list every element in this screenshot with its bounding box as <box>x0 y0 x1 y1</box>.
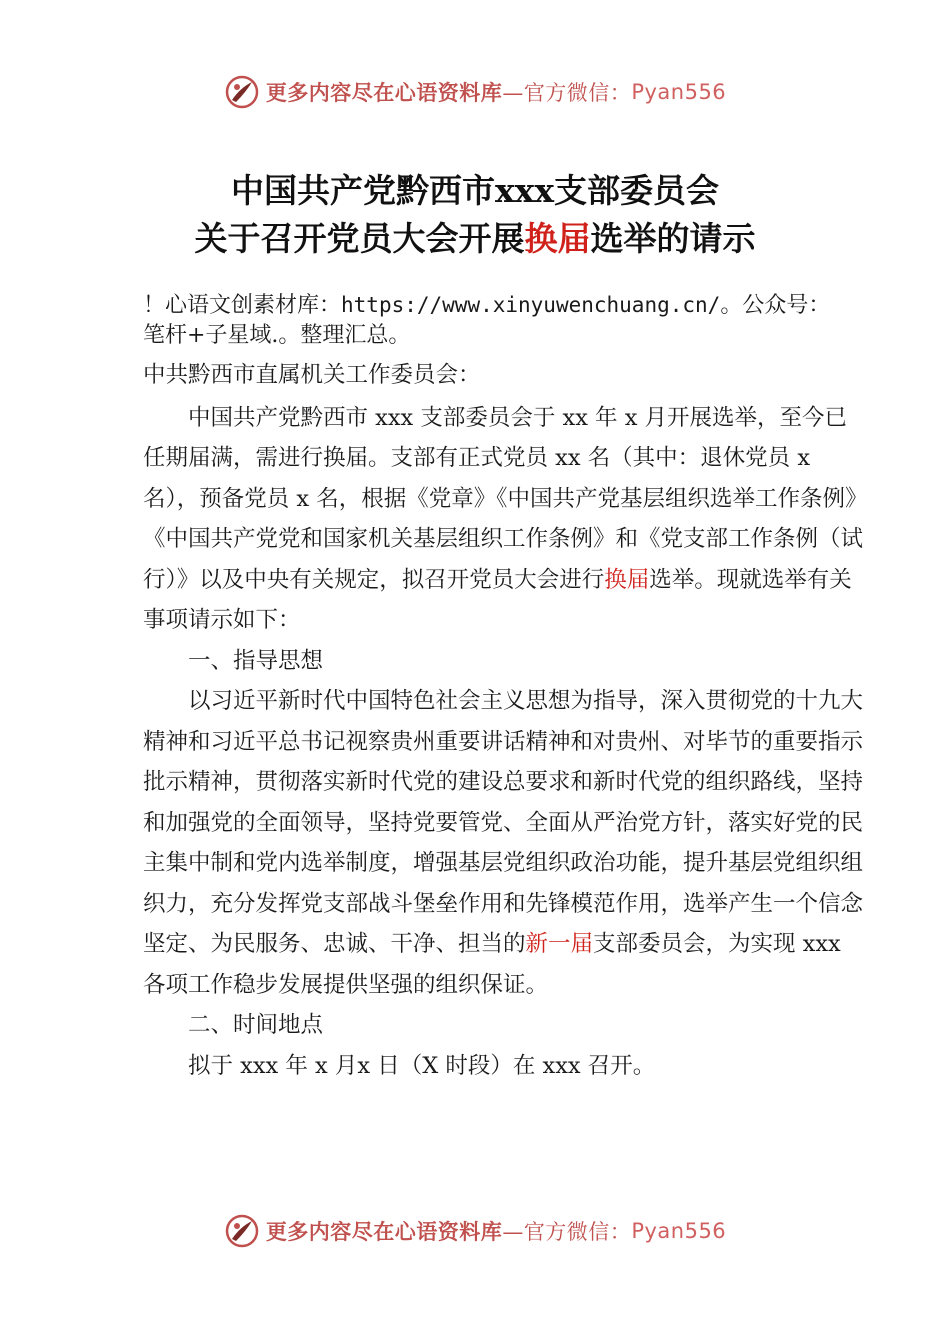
brand-banner-top <box>0 72 950 112</box>
addressee: 中共黔西市直属机关工作委员会： <box>143 362 481 388</box>
brand-text: 更多内容尽在心语资料库 <box>265 81 503 105</box>
paragraph-guiding-thought: 以习近平新时代中国特色社会主义思想为指导，深入贯彻党的十九大精神和习近平总书记视察贵州重要讲话精神和对贵州、对毕节的重要指示批示精神，贯彻落实新时代党的建设总要求和新时代党的组织路线，坚持和加强党的全面领导，坚持党要管党、全面从严治党方针，落实好党的民主集中制和党内选举制度，增强基层党组织政治功能，提升基层党组织组织力，充分发挥党支部战斗堡垒作用和先锋模范作用，选举产生一个信念坚定、为民服务、忠诚、干净、担当的新一届支部委员会，为实现 xxx 各项工作稳步发展提供坚强的组织保证。 <box>143 688 864 998</box>
brand-wechat-id: Pyan556 <box>631 80 727 104</box>
brand-separator: —官方微信： <box>502 81 632 105</box>
document-body <box>143 290 863 1086</box>
brand-banner-bottom <box>0 1211 950 1251</box>
source-note: ！心语文创素材库：https://www.xinyuwenchuang.cn/。公众号： 笔杆+子星域.。整理汇总。 <box>143 293 831 348</box>
brand-text: 更多内容尽在心语资料库 <box>265 1220 503 1244</box>
highlight-new-term: 新一届 <box>525 931 594 957</box>
document-title-line1: 中国共产党黔西市xxx支部委员会 <box>230 171 720 210</box>
source-url: https://www.xinyuwenchuang.cn/ <box>341 293 721 317</box>
paragraph-time-place: 拟于 xxx 年 x 月x 日（X 时段）在 xxx 召开。 <box>188 1052 656 1079</box>
section-heading-2: 二、时间地点 <box>188 1012 324 1038</box>
document-title-line2: 关于召开党员大会开展换届选举的请示 <box>194 219 756 258</box>
paragraph-intro: 中国共产党黔西市 xxx 支部委员会于 xx 年 x 月开展选举，至今已任期届满，需进行换届。支部有正式党员 xx 名（其中：退休党员 x 名），预备党员 x 名，根据《党章》《中国共产党基层组织选举工作条例》《中国共产党党和国家机关基层组织工作条例》和《党支部工作条例（试行）》以及中央有关规定，拟召开党员大会进行换届选举。现就选举有关事项请示如下： <box>143 404 864 633</box>
brand-wechat-id: Pyan556 <box>631 1219 727 1243</box>
brand-separator: —官方微信： <box>502 1220 632 1244</box>
highlight-huanjie: 换届 <box>604 566 650 593</box>
brush-logo-icon <box>224 1213 260 1249</box>
title-highlight: 换届 <box>524 219 591 258</box>
section-heading-1: 一、指导思想 <box>188 647 324 674</box>
brush-logo-icon <box>224 74 260 110</box>
